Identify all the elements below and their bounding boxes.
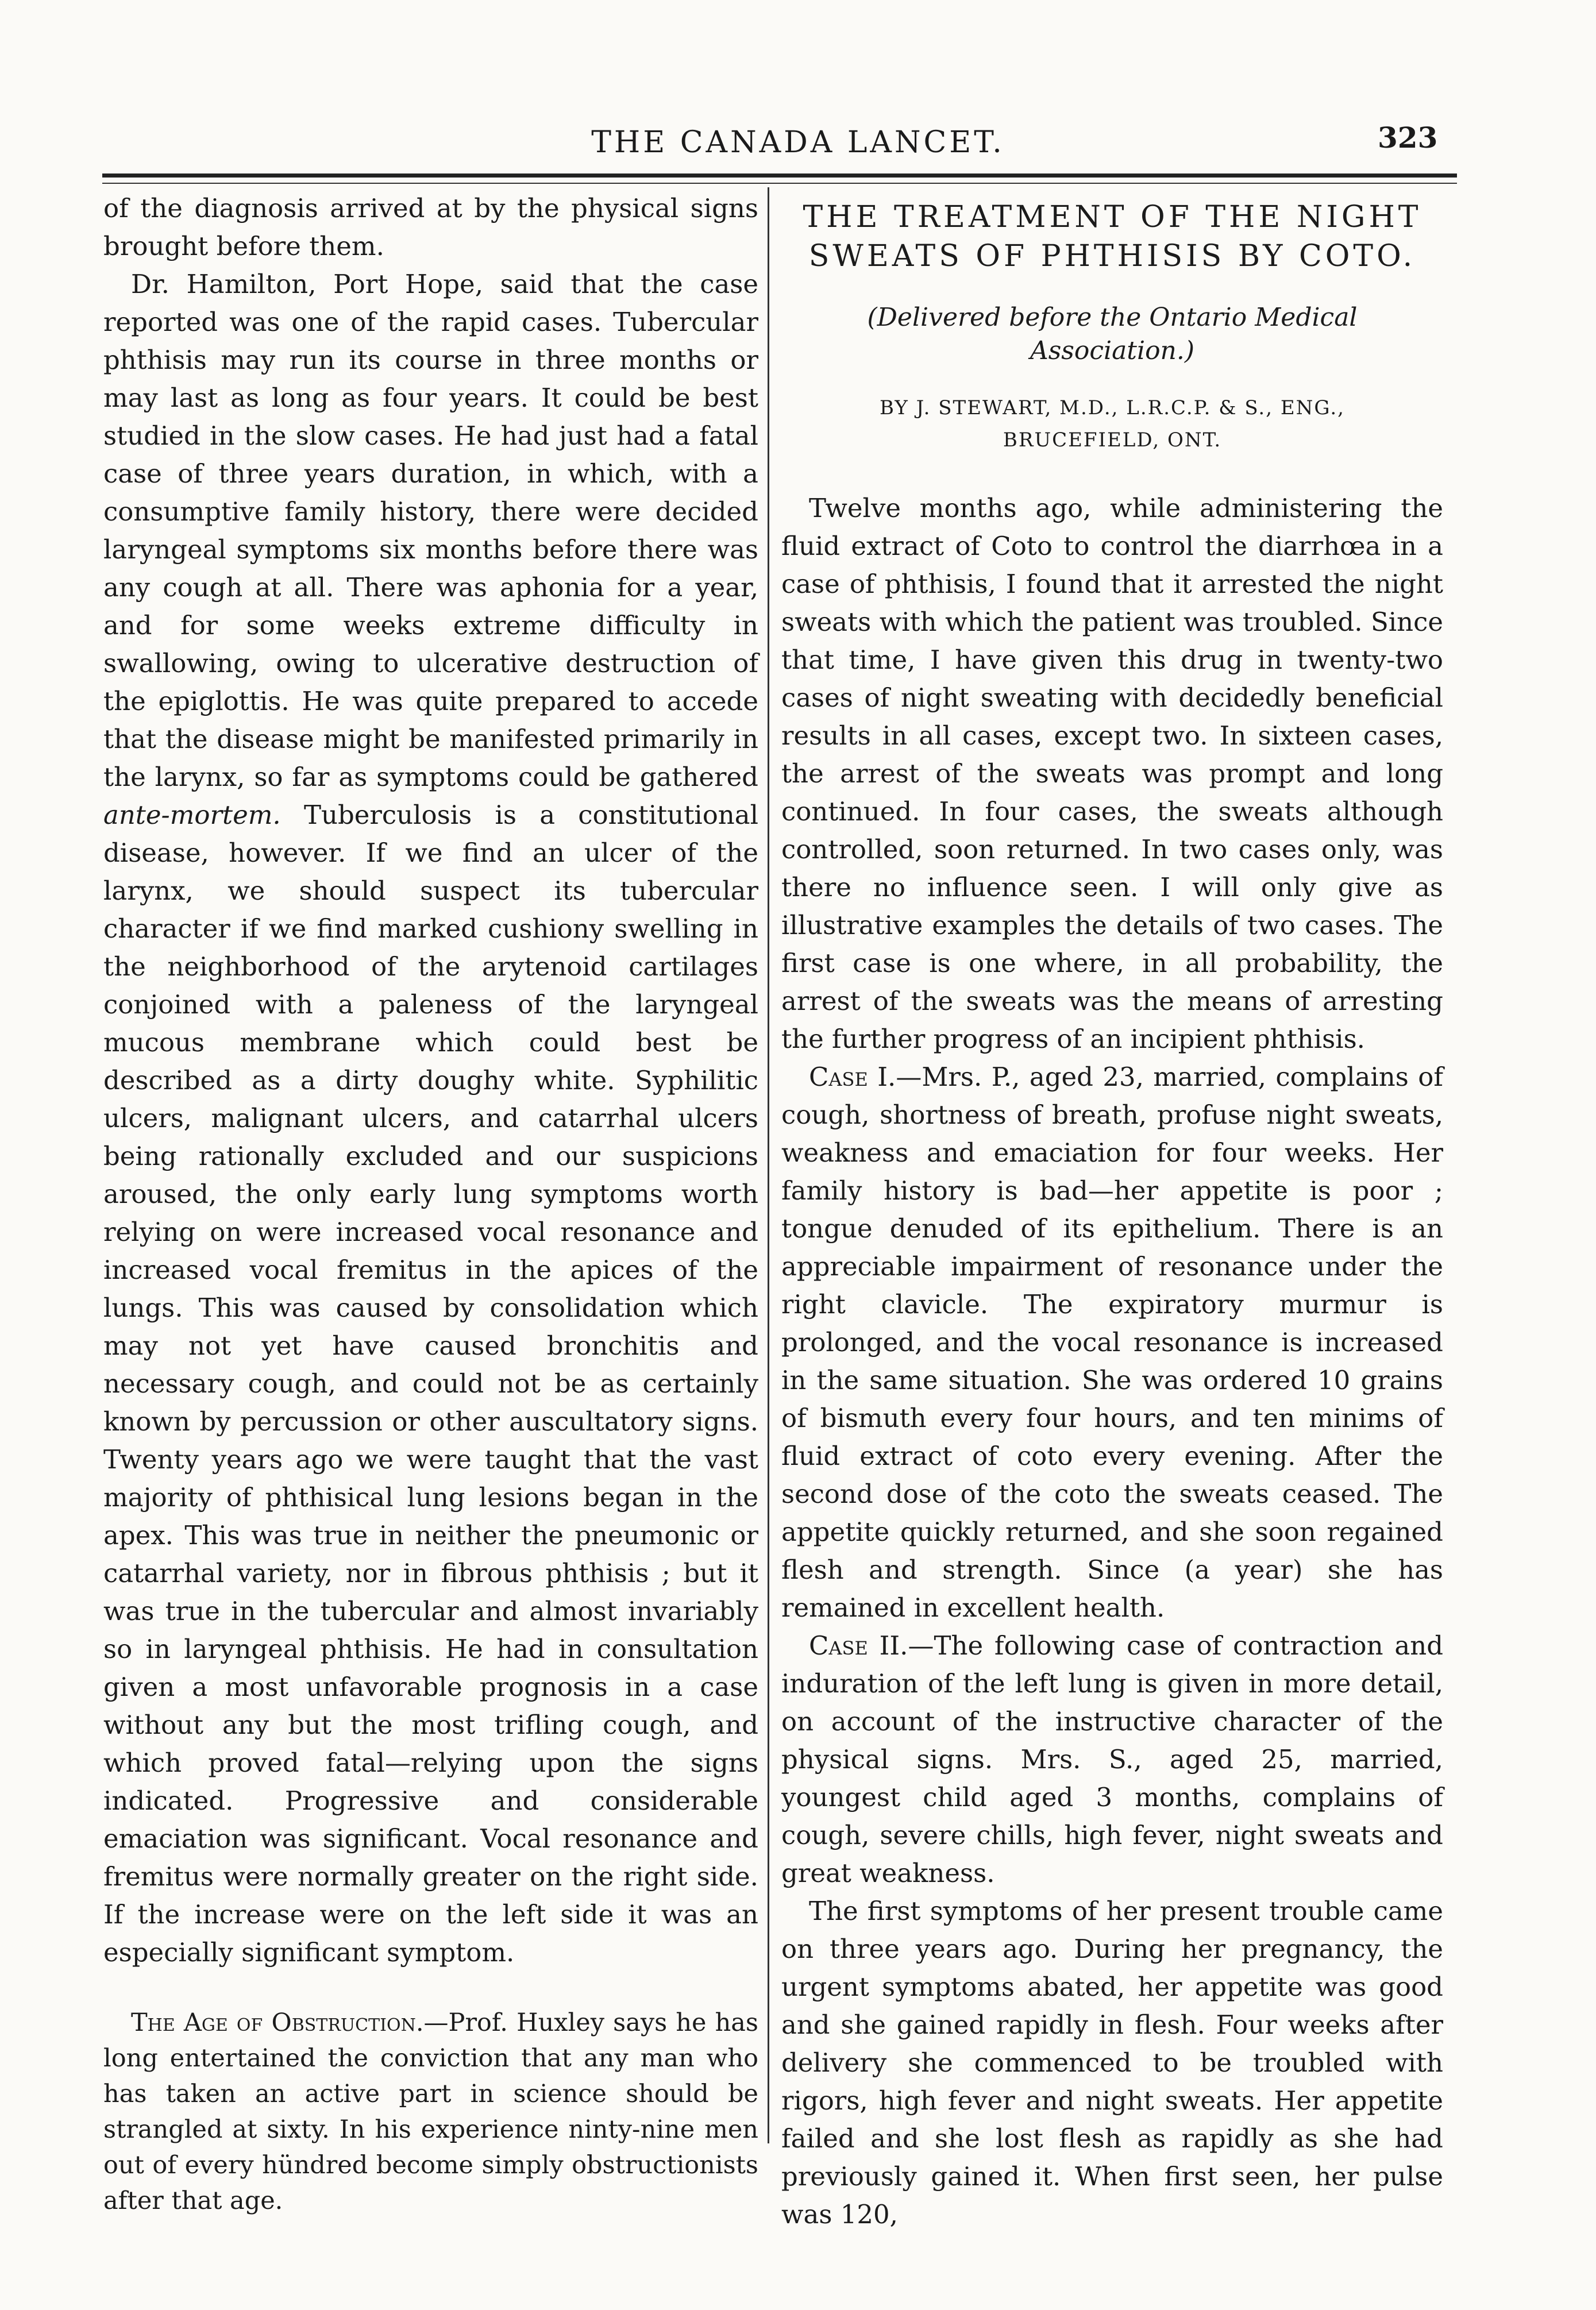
ante-mortem-term: ante-mortem.	[103, 800, 281, 830]
author-byline	[781, 392, 1443, 456]
obstruction-heading: The Age of Obstruction.	[131, 2008, 424, 2037]
byline-author: BY J. STEWART, M.D., L.R.C.P. & S., ENG.,	[880, 396, 1345, 419]
case-1-text: —Mrs. P., aged 23, married, complains of cough, shortness of breath, profuse night sweats, weakness and emaciation for four weeks. Her family history is bad—her appetite is poor ; tongue denuded of its epithelium. There is an appreciable impairment of resonance under the right clavicle. The expiratory murmur is prolonged, and the vocal resonance is increased in the same situation. She was ordered 10 grains of bismuth every four hours, and ten minims of fluid extract of coto every evening. After the second dose of the coto the sweats ceased. The appetite quickly returned, and she soon regained flesh and strength. Since (a year) she has remained in excellent health.	[781, 1062, 1443, 1623]
obstruction-paragraph	[103, 2005, 758, 2219]
running-header: THE CANADA LANCET.	[591, 125, 1005, 160]
hamilton-paragraph	[103, 265, 758, 1972]
hamilton-text-continued: Tuberculosis is a constitutional disease, however. If we find an ulcer of the larynx, we should suspect its tubercular character if we find marked cushiony swelling in the neighborhood of the arytenoid cartilages conjoined with a paleness of the laryngeal mucous membrane which could best be described as a dirty doughy white. Syphilitic ulcers, malignant ulcers, and catarrhal ulcers being rationally excluded and our suspicions aroused, the only early lung symptoms worth relying on were increased vocal resonance and increased vocal fremitus in the apices of the lungs. This was caused by consolidation which may not yet have caused bronchitis and necessary cough, and could not be as certainly known by percussion or other auscultatory signs. Twenty years ago we were taught that the vast majority of phthisical lung lesions began in the apex. This was true in neither the pneumonic or catarrhal variety, nor in fibrous phthisis ; but it was true in the tubercular and almost invariably so in laryngeal phthisis. He had in consultation given a most unfavorable prognosis in a case without any but the most trifling cough, and which proved fatal—relying upon the signs indicated. Progressive and considerable emaciation was significant. Vocal resonance and fremitus were normally greater on the right side. If the increase were on the left side it was an especially significant symptom.	[103, 800, 758, 1968]
hamilton-text: Dr. Hamilton, Port Hope, said that the case reported was one of the rapid cases. Tubercular phthisis may run its course in three months or may last as long as four years. It could be best studied in the slow cases. He had just had a fatal case of three years duration, in which, with a consumptive family history, there were decided laryngeal symptoms six months before there was any cough at all. There was aphonia for a year, and for some weeks extreme difficulty in swallowing, owing to ulcerative destruction of the epiglottis. He was quite prepared to accede that the disease might be manifested primarily in the larynx, so far as symptoms could be gathered	[103, 269, 758, 792]
article-title-line-1: THE TREATMENT OF THE NIGHT	[803, 200, 1422, 234]
page-number: 323	[1378, 121, 1438, 155]
article-title	[781, 198, 1443, 276]
case-1-paragraph	[781, 1058, 1443, 1627]
case-2-label: Case II.	[809, 1630, 908, 1661]
article-subtitle: (Delivered before the Ontario Medical Association.)	[867, 303, 1358, 365]
left-column	[103, 190, 758, 2219]
byline-location: BRUCEFIELD, ONT.	[1003, 429, 1222, 452]
symptoms-paragraph: The first symptoms of her present trouble came on three years ago. During her pregnancy, the urgent symptoms abated, her appetite was good and she gained rapidly in flesh. Four weeks after delivery she commenced to be troubled with rigors, high fever and night sweats. Her appetite failed and she lost flesh as rapidly as she had previously gained it. When first seen, her pulse was 120,	[781, 1896, 1443, 2230]
continued-paragraph: of the diagnosis arrived at by the physical signs brought before them.	[103, 193, 758, 261]
intro-paragraph: Twelve months ago, while administering the fluid extract of Coto to control the diarrhœa in a case of phthisis, I found that it arrested the night sweats with which the patient was troubled. Since that time, I have given this drug in twenty-two cases of night sweating with decidedly beneficial results in all cases, except two. In sixteen cases, the arrest of the sweats was prompt and long continued. In four cases, the sweats although controlled, soon returned. In two cases only, was there no influence seen. I will only give as illustrative examples the details of two cases. The first case is one where, in all probability, the arrest of the sweats was the means of arresting the further progress of an incipient phthisis.	[781, 493, 1443, 1054]
article-title-line-2: SWEATS OF PHTHISIS BY COTO.	[808, 239, 1416, 273]
obstruction-text: —Prof. Huxley says he has long entertained the conviction that any man who has taken an active part in science should be strangled at sixty. In his experience ninty-nine men out of every hündred become simply obstructionists after that age.	[103, 2008, 758, 2215]
right-column	[781, 190, 1443, 2234]
case-2-text: —The following case of contraction and induration of the left lung is given in more detail, on account of the instructive character of the physical signs. Mrs. S., aged 25, married, youngest child aged 3 months, complains of cough, severe chills, high fever, night sweats and great weakness.	[781, 1630, 1444, 1888]
column-divider	[768, 187, 769, 2143]
header-rule-thick	[102, 173, 1457, 178]
header-rule-thin	[102, 183, 1457, 184]
case-1-label: Case I.	[809, 1062, 896, 1092]
case-2-paragraph	[781, 1627, 1443, 1892]
